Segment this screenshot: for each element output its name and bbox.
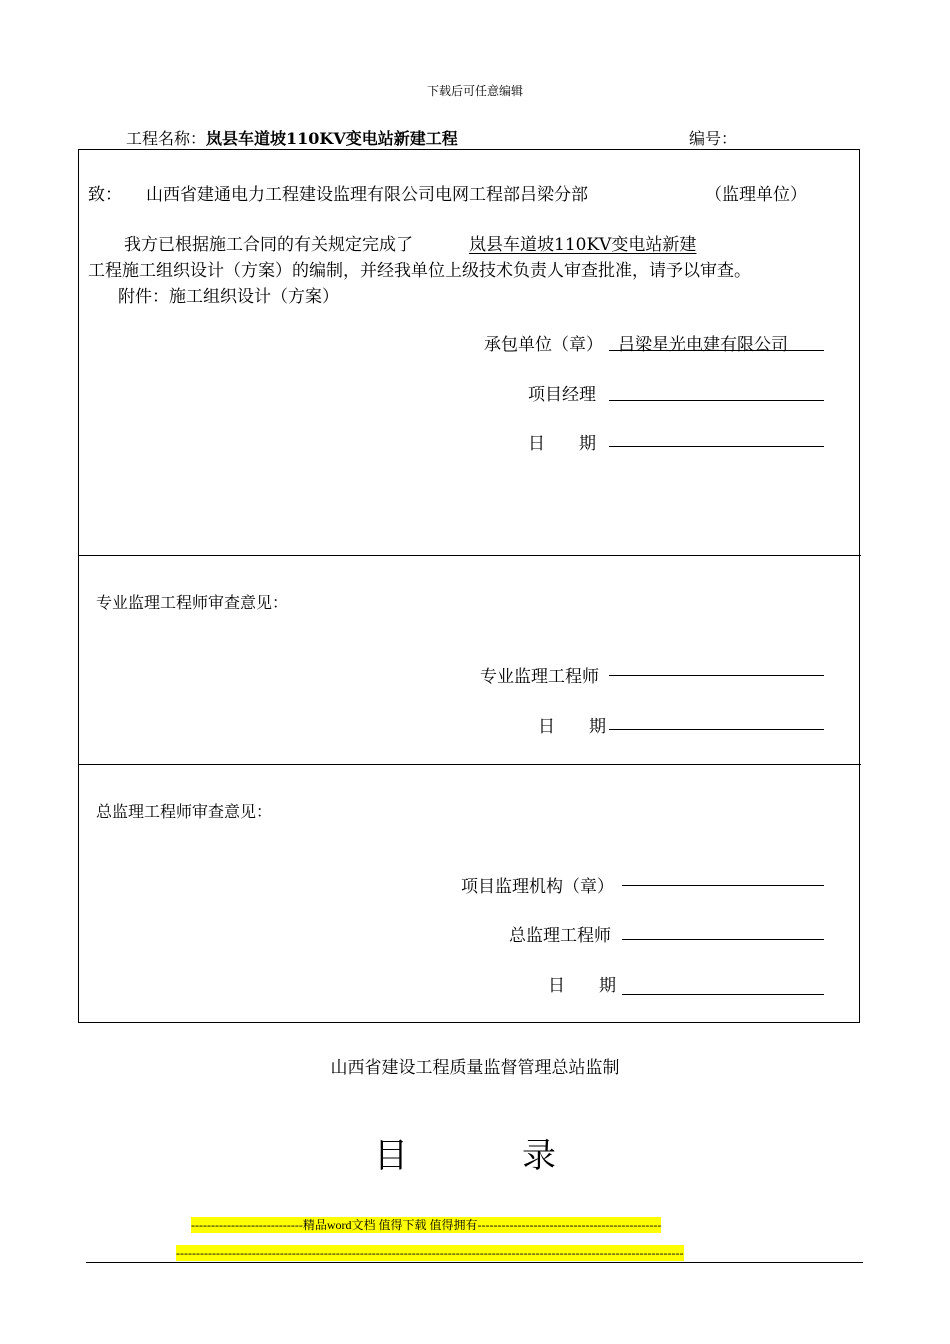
download-note: 下载后可任意编辑 [426, 84, 523, 98]
specialist-engineer-label: 专业监理工程师 [480, 667, 599, 687]
pm-label: 项目经理 [528, 385, 596, 405]
to-label: 致： [88, 185, 122, 205]
section-divider [78, 555, 861, 556]
chief-signature-line [622, 939, 824, 940]
body-line1-project: 岚县车道坡110KV变电站新建 [469, 235, 697, 255]
body-line2: 工程施工组织设计（方案）的编制，并经我单位上级技术负责人审查批准，请予以审查。 [88, 261, 751, 281]
to-organization: 山西省建通电力工程建设监理有限公司电网工程部吕梁分部 [146, 185, 588, 205]
promo-banner-dashes: ------------------------------------------------------------------------------------------------------------------------------- [176, 1246, 684, 1260]
promo-banner: ----------------------------精品word文档 值得下载 值得拥有---------------------------------------------- [191, 1218, 662, 1232]
chief-engineer-label: 总监理工程师 [509, 926, 611, 946]
date-line [609, 729, 824, 730]
contractor-label: 承包单位（章） [484, 335, 603, 355]
supervising-authority: 山西省建设工程质量监督管理总站监制 [330, 1058, 620, 1078]
page-bottom-rule [86, 1262, 863, 1263]
section-divider [78, 764, 861, 765]
chief-review-title: 总监理工程师审查意见： [96, 802, 273, 821]
project-name: 岚县车道坡110KV变电站新建工程 [206, 129, 458, 148]
date-line [609, 446, 824, 447]
project-line [126, 126, 458, 149]
to-suffix: （监理单位） [705, 185, 807, 205]
date-label: 日 期 [538, 717, 606, 737]
date-line [622, 994, 824, 995]
code-label: 编号： [689, 129, 738, 148]
toc-title: 目 录 [374, 1136, 596, 1176]
attachment-line: 附件：施工组织设计（方案） [118, 287, 339, 307]
date-label: 日 期 [548, 976, 616, 996]
specialist-signature-line [609, 675, 824, 676]
supervision-org-line [622, 885, 824, 886]
date-label: 日 期 [528, 434, 596, 454]
specialist-review-title: 专业监理工程师审查意见： [96, 593, 289, 612]
contractor-name: 吕梁星光电建有限公司 [618, 335, 788, 355]
project-label: 工程名称： [126, 129, 207, 148]
pm-signature-line [609, 400, 824, 401]
supervision-org-label: 项目监理机构（章） [461, 877, 614, 897]
contractor-underline [609, 350, 824, 351]
body-line1-prefix: 我方已根据施工合同的有关规定完成了 [124, 235, 413, 255]
